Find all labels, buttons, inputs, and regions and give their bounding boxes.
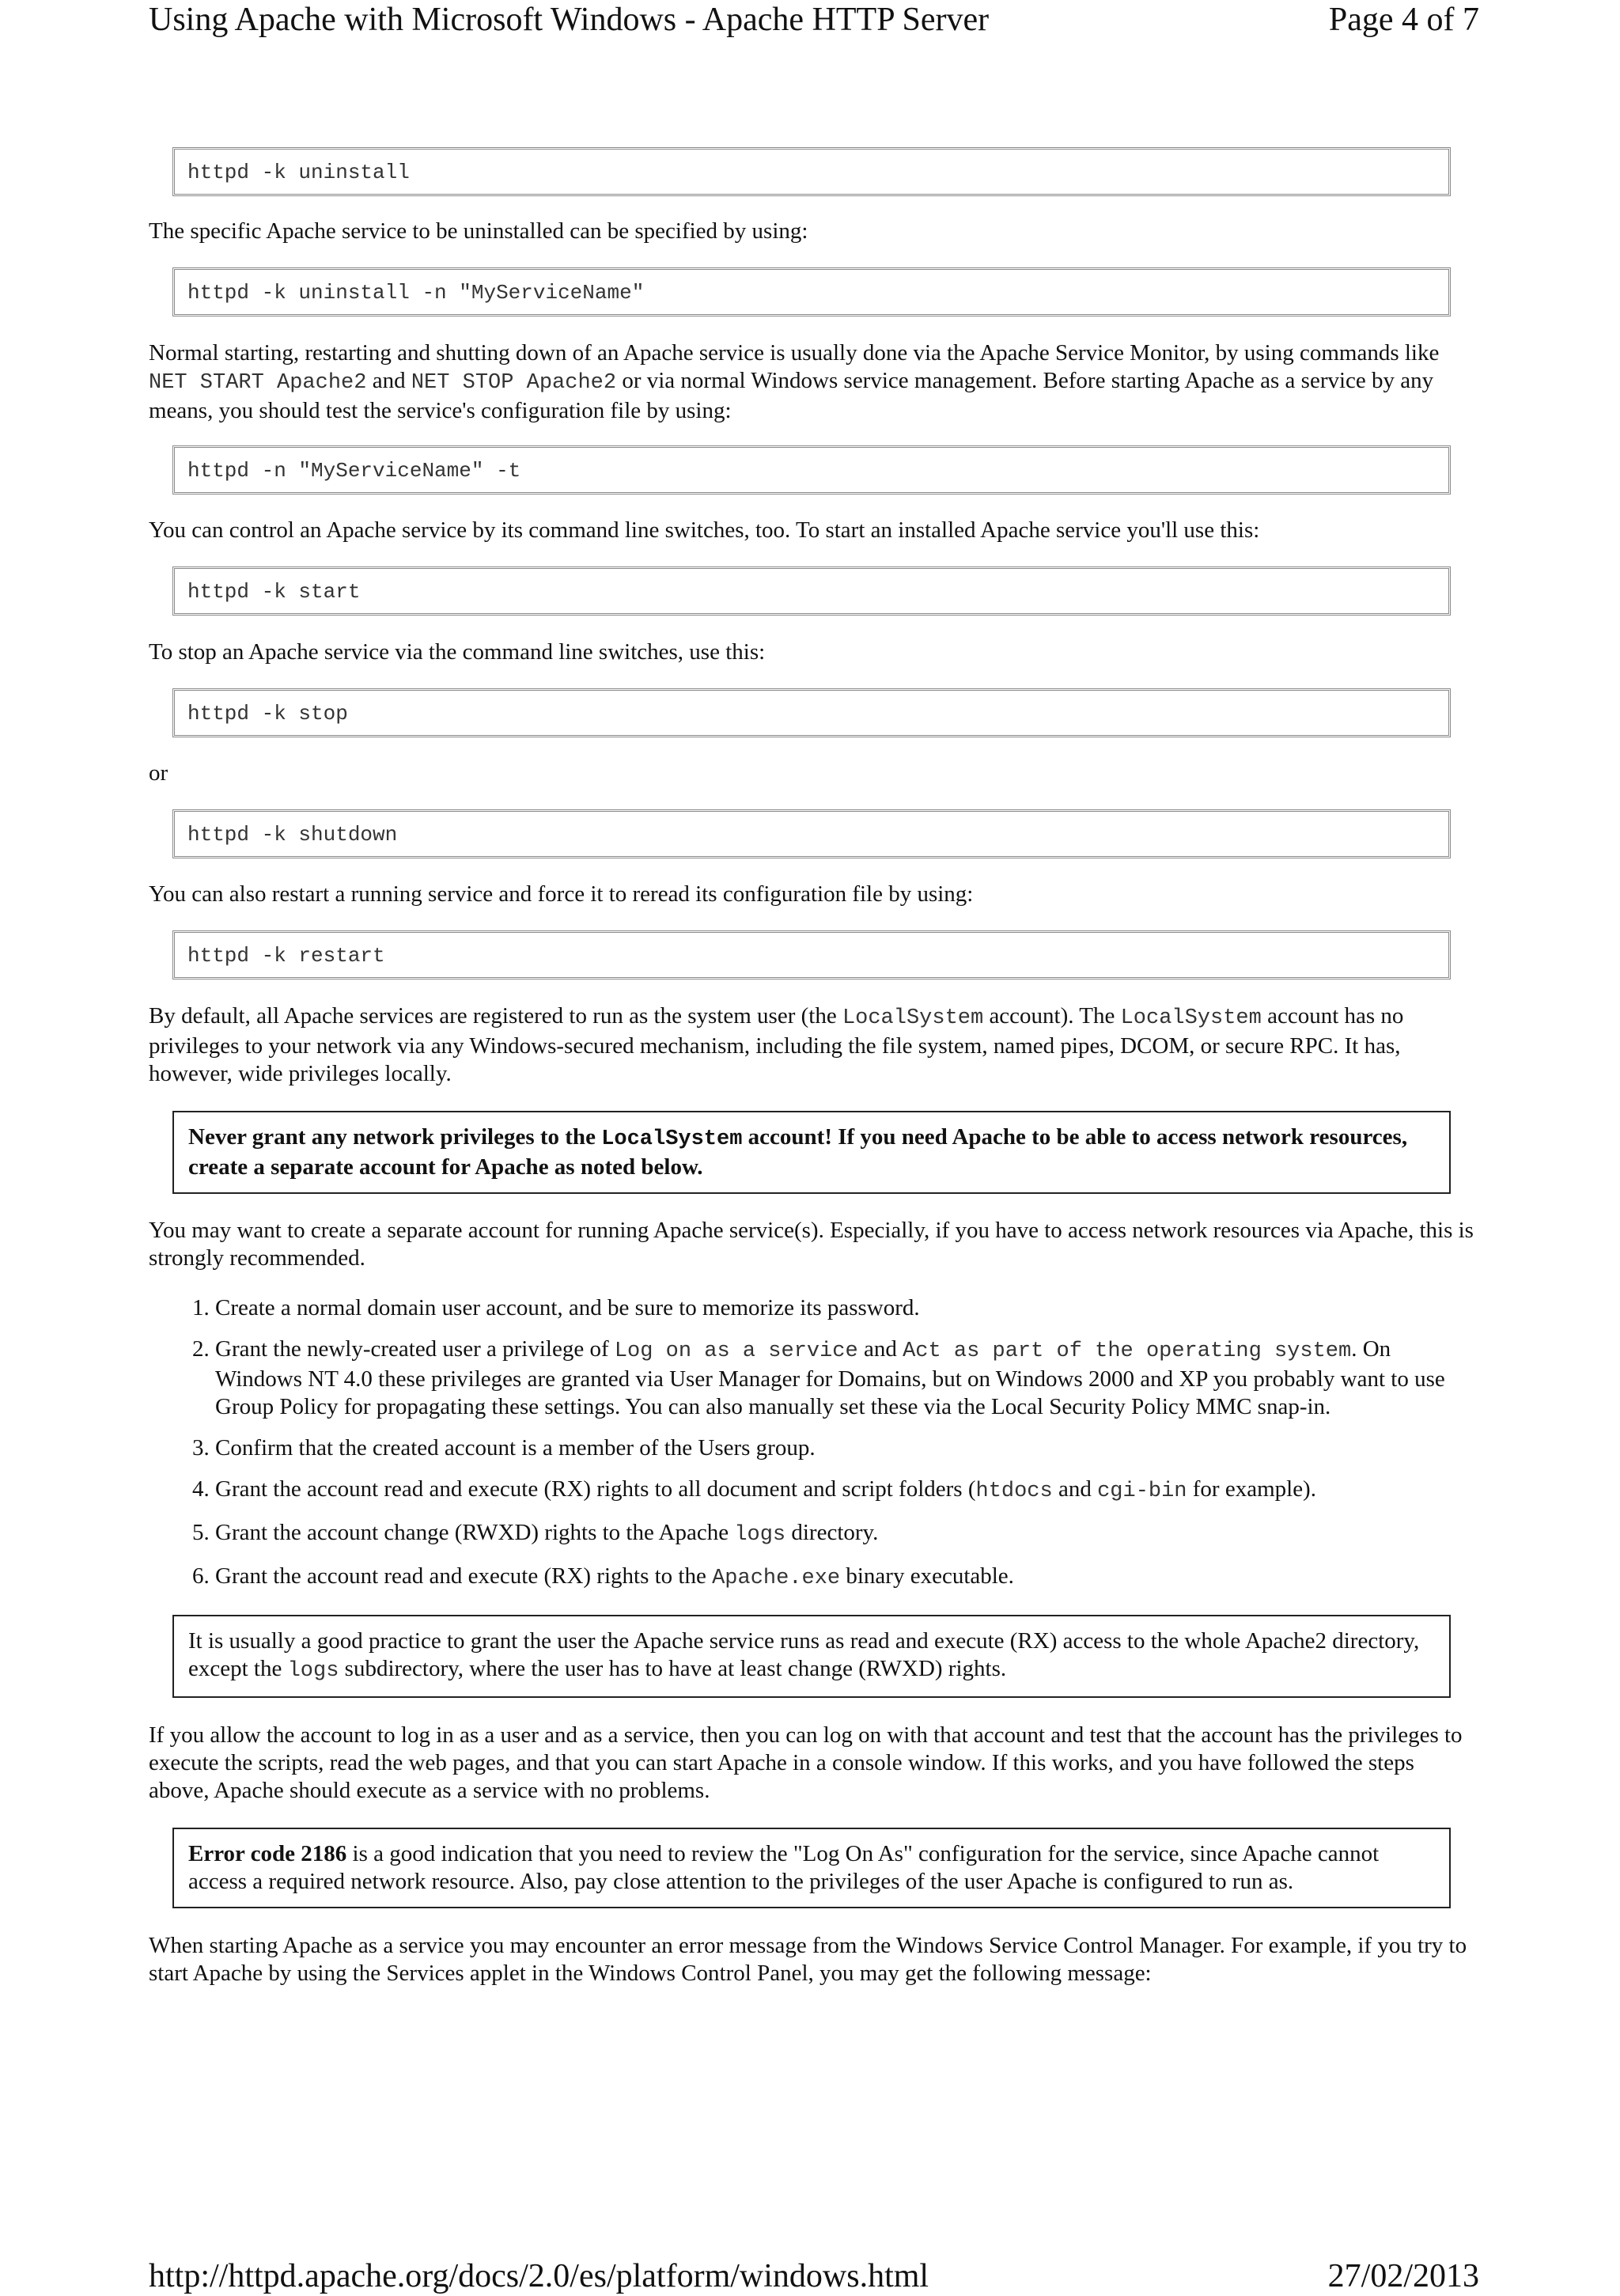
list-item: 5. Grant the account change (RWXD) rights to the Apache logs directory. <box>215 1519 1478 1549</box>
inline-code: htdocs <box>975 1480 1053 1503</box>
code-block-start: httpd -k start <box>172 566 1451 616</box>
warning-note: Never grant any network privileges to the LocalSystem account! If you need Apache to be able to access network resources, create a separate account for Apache as noted below. <box>172 1111 1451 1194</box>
list-item: 2. Grant the newly-created user a privilege of Log on as a service and Act as part of the operating system. On Windows NT 4.0 these privileges are granted via User Manager for Domains, but on Windows 2000 and XP you probably want to use Group Policy for propagating these settings. You can also manually set these via the Local Security Policy MMC snap-in. <box>215 1336 1478 1421</box>
paragraph-login-test: If you allow the account to log in as a user and as a service, then you can log on with that account and test that the account has the privileges to execute the scripts, read the web pages, and that you can start Apache in a console window. If this works, and you have followed the steps above, Apache should execute as a service with no problems. <box>149 1722 1463 1803</box>
inline-code: Log on as a service <box>614 1339 858 1363</box>
inline-code: NET STOP Apache2 <box>411 371 617 395</box>
paragraph-normal-start: Normal starting, restarting and shutting down of an Apache service is usually done via the Apache Service Monitor, by using commands like NET START Apache2 and NET STOP Apache2 or via normal Windows service management. Before starting Apache as a service by any means, you should test the service's configuration file by using: <box>149 340 1440 423</box>
error-code-note: Error code 2186 is a good indication that you need to review the "Log On As" configuration for the service, since Apache cannot access a required network resource. Also, pay close attention to the privileges of the user Apache is configured to run as. <box>172 1828 1451 1908</box>
paragraph-or: or <box>149 760 168 786</box>
account-steps-list <box>149 1294 1478 1593</box>
inline-code: Act as part of the operating system <box>903 1339 1352 1363</box>
error-code-label: Error code 2186 <box>188 1841 347 1866</box>
code-block-uninstall: httpd -k uninstall <box>172 147 1451 196</box>
paragraph-restart: You can also restart a running service and force it to reread its configuration file by using: <box>149 881 974 907</box>
inline-code: NET START Apache2 <box>149 371 367 395</box>
code-block-shutdown: httpd -k shutdown <box>172 809 1451 858</box>
page-number: Page 4 of 7 <box>1328 2 1479 38</box>
inline-code: LocalSystem <box>1120 1006 1262 1030</box>
paragraph-separate-account: You may want to create a separate account for running Apache service(s). Especially, if you have to access network resources via Apache, this is strongly recommended. <box>149 1218 1474 1271</box>
inline-code: logs <box>734 1523 786 1547</box>
code-block-test: httpd -n "MyServiceName" -t <box>172 445 1451 494</box>
document-body <box>149 147 1478 1987</box>
inline-code: cgi-bin <box>1097 1480 1187 1503</box>
paragraph-service-control-manager: When starting Apache as a service you may encounter an error message from the Windows Service Control Manager. For example, if you try to start Apache by using the Services applet in the Windows Control Panel, you may get the following message: <box>149 1933 1467 1986</box>
list-item: 3. Confirm that the created account is a member of the Users group. <box>215 1434 1478 1462</box>
document-title: Using Apache with Microsoft Windows - Apache HTTP Server <box>149 2 990 38</box>
inline-code: logs <box>287 1659 339 1683</box>
page-url: http://httpd.apache.org/docs/2.0/es/platform/windows.html <box>149 2258 929 2294</box>
paragraph-uninstall: The specific Apache service to be uninstalled can be specified by using: <box>149 218 808 244</box>
inline-code: LocalSystem <box>842 1006 984 1030</box>
inline-code: LocalSystem <box>601 1127 743 1151</box>
list-item: 1. Create a normal domain user account, and be sure to memorize its password. <box>215 1294 1478 1322</box>
paragraph-control: You can control an Apache service by its command line switches, too. To start an installed Apache service you'll use this: <box>149 517 1260 543</box>
list-item: 6. Grant the account read and execute (RX) rights to the Apache.exe binary executable. <box>215 1563 1478 1593</box>
paragraph-stop: To stop an Apache service via the command line switches, use this: <box>149 639 766 665</box>
print-date: 27/02/2013 <box>1327 2258 1479 2294</box>
code-block-stop: httpd -k stop <box>172 688 1451 737</box>
list-item: 4. Grant the account read and execute (RX) rights to all document and script folders (htdocs and cgi-bin for example). <box>215 1476 1478 1506</box>
code-block-restart: httpd -k restart <box>172 930 1451 979</box>
page-footer <box>149 2256 1479 2296</box>
paragraph-default-account: By default, all Apache services are registered to run as the system user (the LocalSystem account). The LocalSystem account has no privileges to your network via any Windows-secured mechanism, including the file system, named pipes, DCOM, or secure RPC. It has, however, wide privileges locally. <box>149 1003 1404 1086</box>
code-block-uninstall-named: httpd -k uninstall -n "MyServiceName" <box>172 267 1451 316</box>
practice-note: It is usually a good practice to grant the user the Apache service runs as read and execute (RX) access to the whole Apache2 directory, except the logs subdirectory, where the user has to have at least change (RWXD) rights. <box>172 1615 1451 1698</box>
inline-code: Apache.exe <box>712 1567 841 1590</box>
page-header <box>149 0 1479 40</box>
